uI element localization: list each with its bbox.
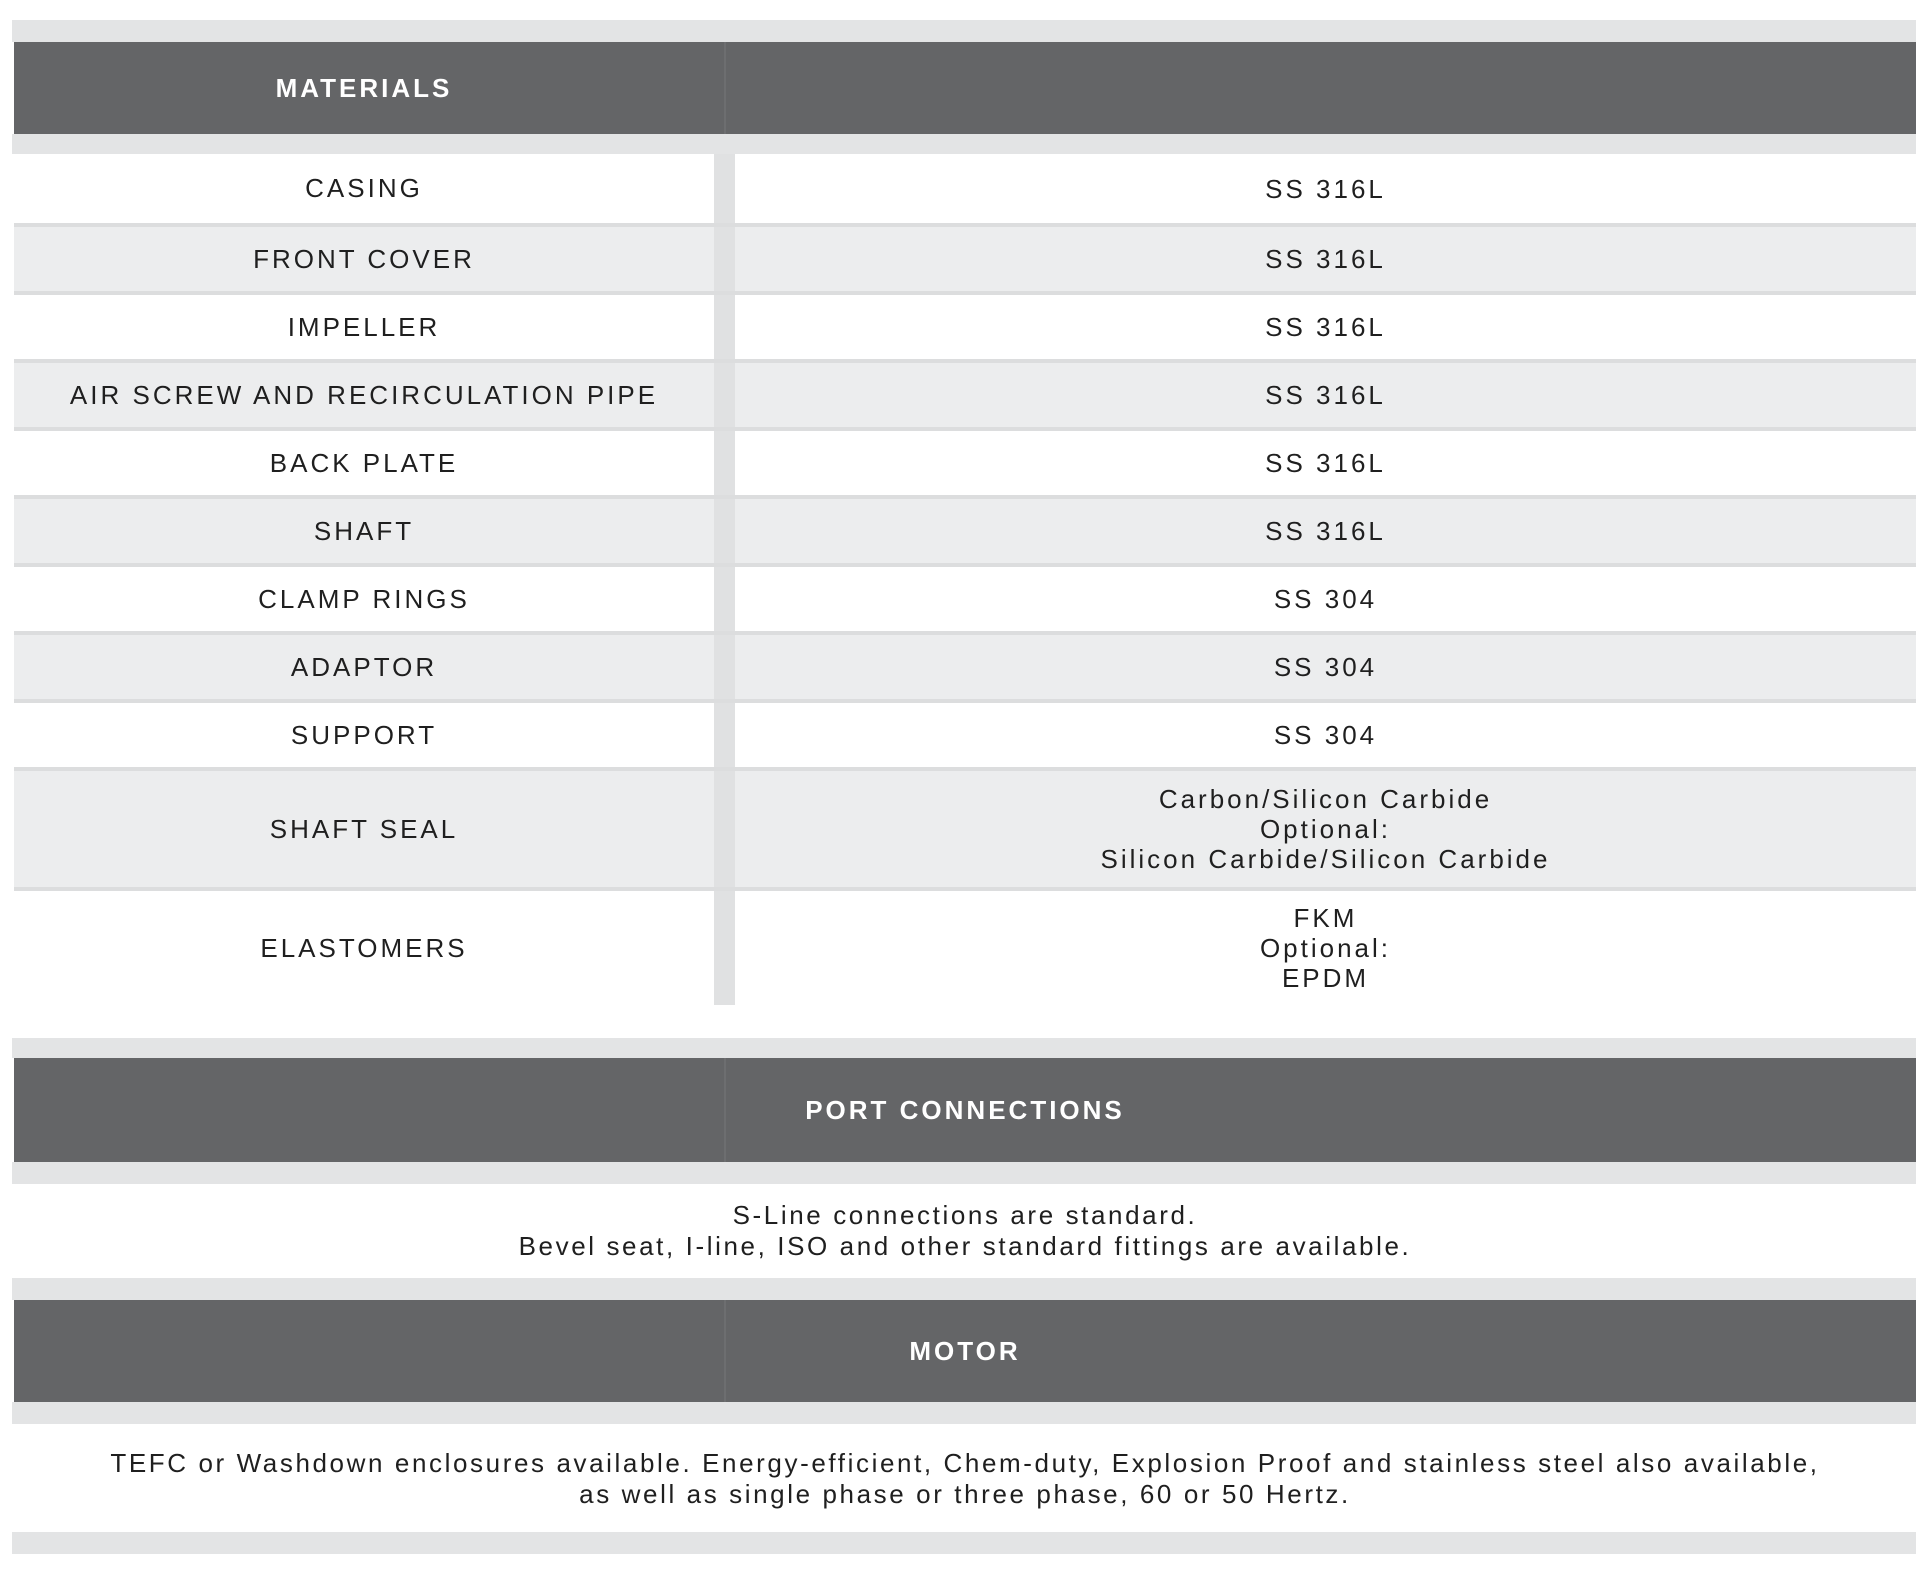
- row-value: [735, 567, 1916, 631]
- row-label: SUPPORT: [14, 703, 714, 767]
- value-line: SS 304: [1273, 720, 1378, 750]
- text-line: TEFC or Washdown enclosures available. Energy-efficient, Chem-duty, Explosion Proof and stainless steel also available,: [110, 1448, 1820, 1478]
- port-connections-title: PORT CONNECTIONS: [805, 1094, 1125, 1125]
- table-row: [14, 631, 1916, 703]
- column-divider: [714, 227, 735, 291]
- table-row: [14, 359, 1916, 431]
- row-label: SHAFT: [14, 499, 714, 563]
- value-line: FKM: [1293, 903, 1358, 933]
- value-line: SS 316L: [1265, 312, 1386, 342]
- table-row: [14, 223, 1916, 295]
- column-divider: [714, 891, 735, 1005]
- column-divider: [714, 363, 735, 427]
- top-band: [12, 20, 1916, 42]
- text-line: S-Line connections are standard.: [732, 1200, 1198, 1230]
- materials-title: MATERIALS: [275, 72, 453, 103]
- port-band-bottom: [12, 1162, 1916, 1184]
- row-value: [735, 891, 1916, 1005]
- row-value: [735, 431, 1916, 495]
- text-line: as well as single phase or three phase, 60 or 50 Hertz.: [579, 1479, 1351, 1509]
- bottom-band: [12, 1532, 1916, 1554]
- row-label: SHAFT SEAL: [14, 771, 714, 887]
- row-label: ADAPTOR: [14, 635, 714, 699]
- motor-text: [14, 1448, 1916, 1510]
- port-band-top: [12, 1038, 1916, 1058]
- value-line: Optional:: [1259, 814, 1392, 844]
- column-divider: [714, 635, 735, 699]
- column-divider: [714, 771, 735, 887]
- value-line: SS 316L: [1265, 173, 1386, 204]
- row-value: [735, 154, 1916, 223]
- value-line: SS 316L: [1265, 244, 1386, 274]
- table-row: [14, 767, 1916, 891]
- motor-header: [14, 1300, 1916, 1402]
- row-value: [735, 363, 1916, 427]
- value-line: SS 316L: [1265, 380, 1386, 410]
- materials-table: [14, 154, 1916, 1005]
- port-connections-text: [14, 1200, 1916, 1262]
- row-label: BACK PLATE: [14, 431, 714, 495]
- table-row: [14, 154, 1916, 223]
- table-row: [14, 431, 1916, 495]
- value-line: SS 304: [1273, 652, 1378, 682]
- value-line: SS 316L: [1265, 448, 1386, 478]
- motor-band-bottom: [12, 1402, 1916, 1424]
- row-value: [735, 227, 1916, 291]
- value-line: Optional:: [1259, 933, 1392, 963]
- materials-band: [12, 134, 1916, 154]
- table-row: [14, 567, 1916, 631]
- row-label: AIR SCREW AND RECIRCULATION PIPE: [14, 363, 714, 427]
- table-row: [14, 495, 1916, 567]
- column-divider: [714, 567, 735, 631]
- header-divider: [724, 42, 726, 134]
- row-value: [735, 703, 1916, 767]
- value-line: SS 316L: [1265, 516, 1386, 546]
- table-row: [14, 703, 1916, 767]
- value-line: EPDM: [1281, 963, 1370, 993]
- value-line: Carbon/Silicon Carbide: [1158, 784, 1493, 814]
- row-label: CLAMP RINGS: [14, 567, 714, 631]
- row-value: [735, 771, 1916, 887]
- row-value: [735, 295, 1916, 359]
- column-divider: [714, 295, 735, 359]
- header-divider: [724, 1058, 726, 1162]
- row-label: CASING: [14, 154, 714, 223]
- value-line: Silicon Carbide/Silicon Carbide: [1100, 844, 1551, 874]
- table-row: [14, 891, 1916, 1005]
- column-divider: [714, 499, 735, 563]
- row-label: ELASTOMERS: [14, 891, 714, 1005]
- column-divider: [714, 703, 735, 767]
- table-row: [14, 295, 1916, 359]
- text-line: Bevel seat, I-line, ISO and other standard fittings are available.: [518, 1231, 1412, 1261]
- materials-header: [14, 42, 1916, 134]
- motor-band-top: [12, 1278, 1916, 1300]
- value-line: SS 304: [1273, 584, 1378, 614]
- row-value: [735, 635, 1916, 699]
- column-divider: [714, 154, 735, 223]
- row-value: [735, 499, 1916, 563]
- header-divider: [724, 1300, 726, 1402]
- row-label: FRONT COVER: [14, 227, 714, 291]
- motor-title: MOTOR: [909, 1335, 1021, 1366]
- row-label: IMPELLER: [14, 295, 714, 359]
- port-connections-header: [14, 1058, 1916, 1162]
- column-divider: [714, 431, 735, 495]
